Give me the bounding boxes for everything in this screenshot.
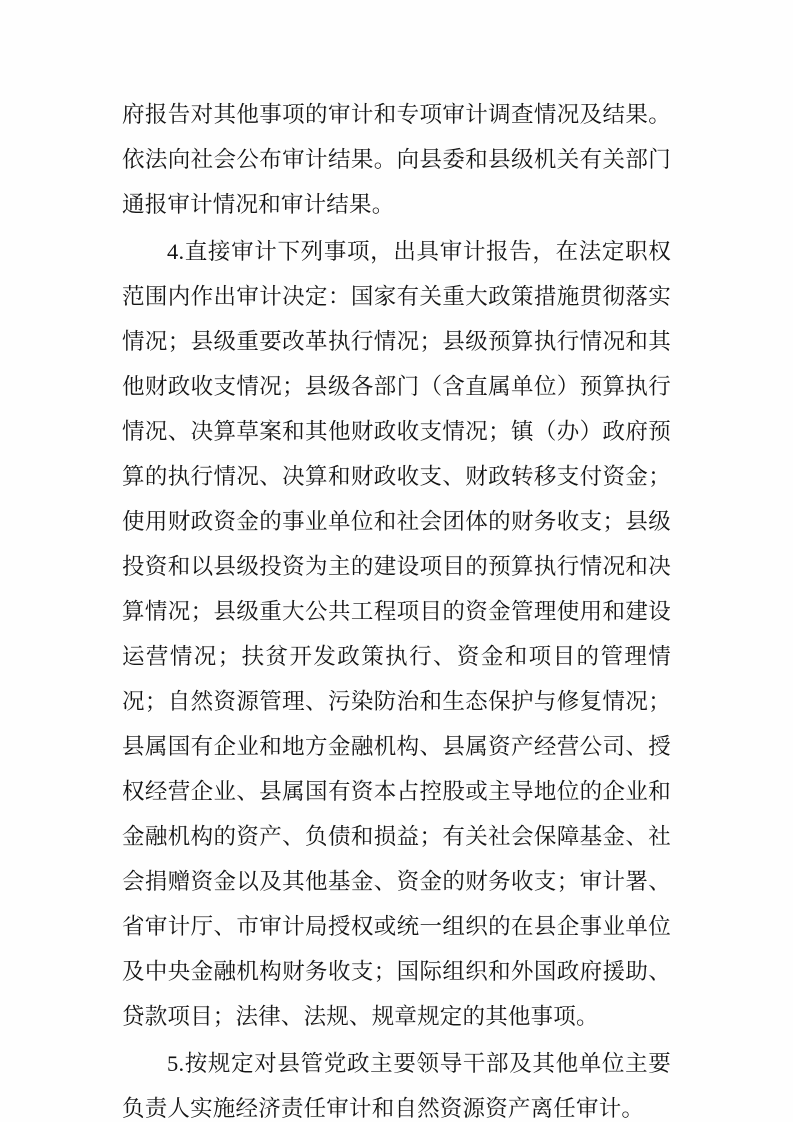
paragraph-item-5: 5.按规定对县管党政主要领导干部及其他单位主要负责人实施经济责任审计和自然资源资产离任审计。: [122, 1051, 671, 1121]
paragraph-continued: 府报告对其他事项的审计和专项审计调查情况及结果。依法向社会公布审计结果。向县委和县级机关有关部门通报审计情况和审计结果。: [122, 102, 671, 217]
document-body: [122, 92, 671, 1131]
paragraph-item-4: 4.直接审计下列事项，出具审计报告，在法定职权范围内作出审计决定：国家有关重大政策措施贯彻落实情况；县级重要改革执行情况；县级预算执行情况和其他财政收支情况；县级各部门（含直属单位）预算执行情况、决算草案和其他财政收支情况；镇（办）政府预算的执行情况、决算和财政收支、财政转移支付资金；使用财政资金的事业单位和社会团体的财务收支；县级投资和以县级投资为主的建设项目的预算执行情况和决算情况；县级重大公共工程项目的资金管理使用和建设运营情况；扶贫开发政策执行、资金和项目的管理情况；自然资源管理、污染防治和生态保护与修复情况；县属国有企业和地方金融机构、县属资产经营公司、授权经营企业、县属国有资本占控股或主导地位的企业和金融机构的资产、负债和损益；有关社会保障基金、社会捐赠资金以及其他基金、资金的财务收支；审计署、省审计厅、市审计局授权或统一组织的在县企事业单位及中央金融机构财务收支；国际组织和外国政府援助、贷款项目；法律、法规、规章规定的其他事项。: [122, 239, 671, 1029]
